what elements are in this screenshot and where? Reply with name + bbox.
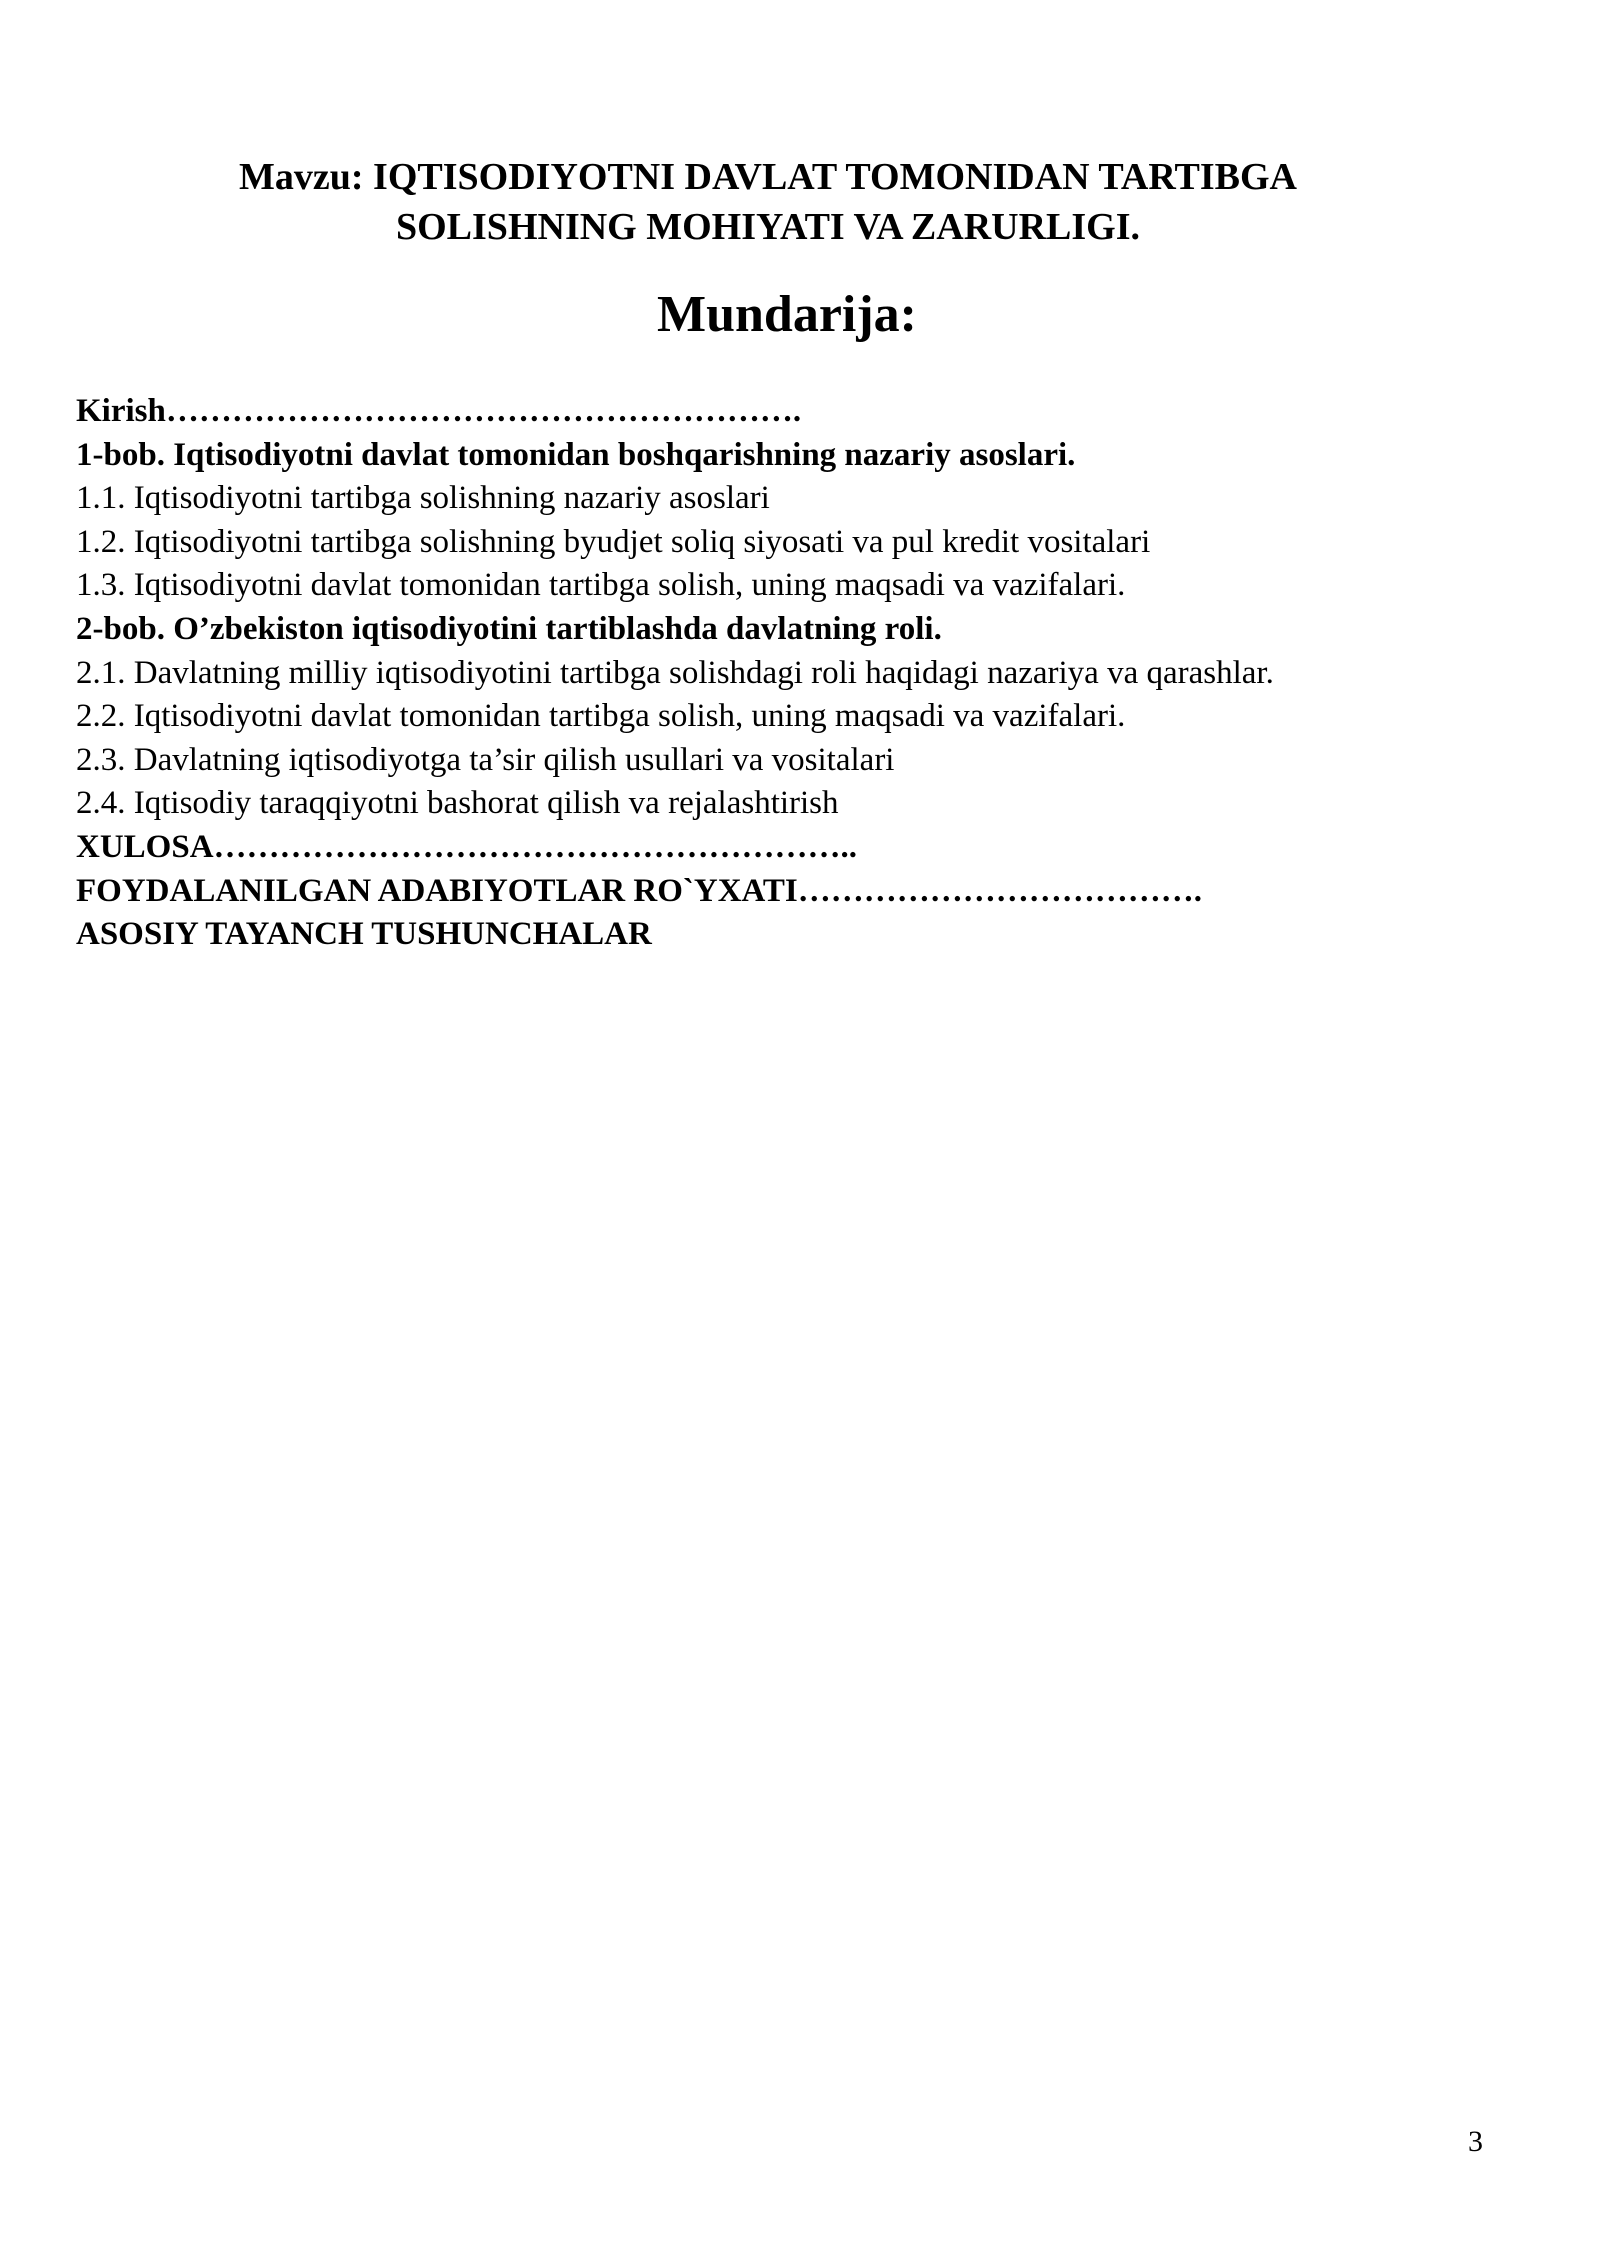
toc-entry-section-2-3: 2.3. Davlatning iqtisodiyotga ta’sir qilish usullari va vositalari xyxy=(76,741,895,778)
toc-entry-introduction: Kirish…………………………………………………. xyxy=(76,393,802,429)
toc-entry-section-2-2: 2.2. Iqtisodiyotni davlat tomonidan tartibga solish, uning maqsadi va vazifalari. xyxy=(76,698,1126,735)
table-of-contents-heading: Mundarija: xyxy=(657,286,917,343)
page-number: 3 xyxy=(1468,2125,1483,2158)
toc-entry-chapter-1: 1-bob. Iqtisodiyotni davlat tomonidan boshqarishning nazariy asoslari. xyxy=(76,436,1076,473)
toc-entry-section-1-1: 1.1. Iqtisodiyotni tartibga solishning nazariy asoslari xyxy=(76,480,770,517)
toc-entry-section-1-2: 1.2. Iqtisodiyotni tartibga solishning byudjet soliq siyosati va pul kredit vositalari xyxy=(76,523,1151,560)
topic-title-line-2: SOLISHNING MOHIYATI VA ZARURLIGI. xyxy=(395,206,1141,248)
toc-entry-key-concepts: ASOSIY TAYANCH TUSHUNCHALAR xyxy=(76,916,652,953)
toc-entry-chapter-2: 2-bob. O’zbekiston iqtisodiyotini tartiblashda davlatning roli. xyxy=(76,610,942,647)
toc-entry-conclusion: XULOSA………………………………………………….. xyxy=(76,828,858,865)
toc-entry-section-1-3: 1.3. Iqtisodiyotni davlat tomonidan tartibga solish, uning maqsadi va vazifalari. xyxy=(76,567,1126,604)
topic-title-line-1: Mavzu: IQTISODIYOTNI DAVLAT TOMONIDAN TARTIBGA xyxy=(239,156,1297,198)
toc-entry-references: FOYDALANILGAN ADABIYOTLAR RO`YXATI………………………………. xyxy=(76,872,1203,909)
toc-entry-section-2-4: 2.4. Iqtisodiy taraqqiyotni bashorat qilish va rejalashtirish xyxy=(76,785,839,822)
table-of-contents xyxy=(76,390,1576,957)
toc-entry-section-2-1: 2.1. Davlatning milliy iqtisodiyotini tartibga solishdagi roli haqidagi nazariya va qarashlar. xyxy=(76,654,1274,691)
topic-title xyxy=(150,152,1386,252)
